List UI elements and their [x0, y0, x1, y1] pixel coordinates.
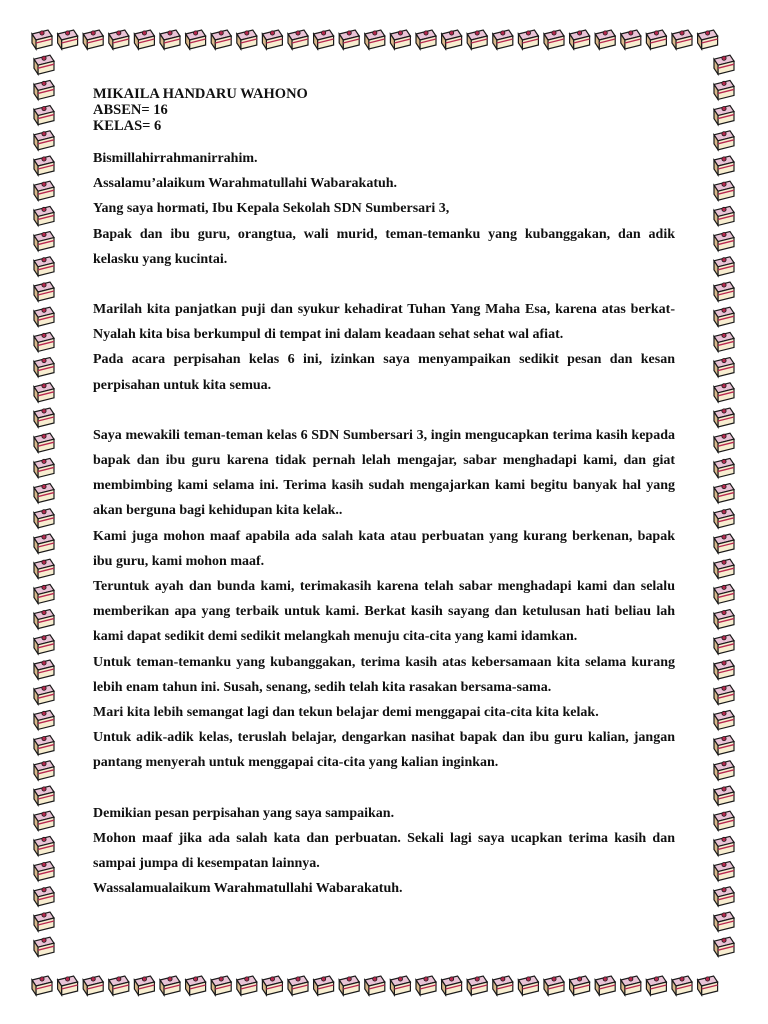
paragraph: Marilah kita panjatkan puji dan syukur kehadirat Tuhan Yang Maha Esa, karena atas berkat-Nyalah kita bisa berkumpul di tempat ini dalam keadaan sehat sehat wal afiat.: [93, 302, 675, 343]
letter-body: [93, 86, 675, 901]
cake-slice-icon: [714, 282, 734, 301]
student-header: [93, 86, 675, 134]
cake-slice-icon: [34, 887, 54, 906]
cake-slice-icon: [34, 836, 54, 855]
cake-slice-icon: [34, 358, 54, 377]
cake-slice-icon: [714, 332, 734, 351]
cake-slice-icon: [34, 786, 54, 805]
cake-slice-icon: [365, 30, 385, 49]
paragraph-gap: [93, 776, 675, 801]
cake-slice-icon: [646, 30, 666, 49]
cake-slice-icon: [714, 710, 734, 729]
cake-slice-icon: [714, 887, 734, 906]
cake-slice-icon: [58, 30, 78, 49]
cake-slice-icon: [34, 282, 54, 301]
cake-slice-icon: [570, 30, 590, 49]
cake-slice-icon: [714, 106, 734, 125]
cake-slice-icon: [714, 685, 734, 704]
cake-slice-icon: [34, 937, 54, 956]
cake-slice-icon: [83, 976, 103, 995]
paragraph: Mari kita lebih semangat lagi dan tekun belajar demi menggapai cita-cita kita kelak.: [93, 705, 599, 721]
cake-slice-icon: [621, 30, 641, 49]
cake-slice-icon: [544, 976, 564, 995]
cake-slice-icon: [34, 685, 54, 704]
cake-slice-icon: [714, 156, 734, 175]
cake-slice-icon: [34, 257, 54, 276]
cake-slice-icon: [442, 976, 462, 995]
cake-slice-icon: [34, 106, 54, 125]
cake-slice-icon: [339, 30, 359, 49]
cake-slice-icon: [34, 584, 54, 603]
cake-slice-icon: [34, 610, 54, 629]
cake-slice-icon: [34, 912, 54, 931]
cake-slice-icon: [390, 976, 410, 995]
cake-slice-icon: [714, 509, 734, 528]
cake-slice-icon: [714, 307, 734, 326]
paragraph-gap: [93, 272, 675, 297]
cake-slice-icon: [262, 30, 282, 49]
cake-slice-icon: [34, 131, 54, 150]
cake-slice-icon: [442, 30, 462, 49]
cake-slice-icon: [109, 976, 129, 995]
attendance-number: ABSEN= 16: [93, 102, 168, 118]
cake-slice-icon: [714, 736, 734, 755]
cake-slice-icon: [714, 257, 734, 276]
cake-slice-icon: [34, 181, 54, 200]
cake-slice-icon: [34, 761, 54, 780]
cake-slice-icon: [714, 484, 734, 503]
cake-slice-icon: [211, 976, 231, 995]
cake-slice-icon: [714, 80, 734, 99]
cake-slice-icon: [288, 30, 308, 49]
cake-slice-icon: [34, 635, 54, 654]
cake-slice-icon: [467, 30, 487, 49]
cake-slice-icon: [34, 811, 54, 830]
cake-slice-icon: [595, 30, 615, 49]
paragraph: Kami juga mohon maaf apabila ada salah kata atau perbuatan yang kurang berkenan, bapak ibu guru, kami mohon maaf.: [93, 528, 675, 569]
cake-slice-icon: [34, 710, 54, 729]
cake-slice-icon: [34, 559, 54, 578]
cake-slice-icon: [714, 408, 734, 427]
cake-slice-icon: [34, 862, 54, 881]
paragraph: Bismillahirrahmanirrahim.: [93, 151, 258, 166]
cake-slice-icon: [714, 761, 734, 780]
cake-slice-icon: [34, 307, 54, 326]
paragraph: Pada acara perpisahan kelas 6 ini, izinkan saya menyampaikan sedikit pesan dan kesan perpisahan untuk kita semua.: [93, 352, 675, 393]
paragraph: Saya mewakili teman-teman kelas 6 SDN Sumbersari 3, ingin mengucapkan terima kasih kepada bapak dan ibu guru karena tidak pernah lelah mengajar, sabar menghadapi kami, dan giat membimbing kami selama ini. Terima kasih sudah mengajarkan kami begitu banyak hal yang akan berguna bagi kehidupan kita kelak..: [93, 427, 675, 519]
cake-slice-icon: [365, 976, 385, 995]
cake-slice-icon: [314, 976, 334, 995]
cake-slice-icon: [493, 30, 513, 49]
cake-slice-icon: [186, 976, 206, 995]
cake-slice-icon: [186, 30, 206, 49]
cake-slice-icon: [672, 976, 692, 995]
cake-slice-icon: [237, 976, 257, 995]
cake-slice-icon: [83, 30, 103, 49]
cake-slice-icon: [339, 976, 359, 995]
cake-slice-icon: [570, 976, 590, 995]
cake-slice-icon: [493, 976, 513, 995]
paragraph: Untuk adik-adik kelas, teruslah belajar, dengarkan nasihat bapak dan ibu guru kalian, jangan pantang menyerah untuk menggapai cita-cita yang kalian inginkan.: [93, 730, 675, 771]
cake-slice-icon: [34, 80, 54, 99]
cake-slice-icon: [34, 55, 54, 74]
cake-slice-icon: [518, 30, 538, 49]
cake-slice-icon: [714, 206, 734, 225]
cake-slice-icon: [714, 55, 734, 74]
cake-slice-icon: [714, 232, 734, 251]
cake-slice-icon: [698, 30, 718, 49]
cake-slice-icon: [714, 811, 734, 830]
cake-slice-icon: [714, 383, 734, 402]
cake-slice-icon: [134, 30, 154, 49]
cake-slice-icon: [714, 862, 734, 881]
cake-slice-icon: [621, 976, 641, 995]
cake-slice-icon: [237, 30, 257, 49]
cake-slice-icon: [134, 976, 154, 995]
cake-slice-icon: [467, 976, 487, 995]
speech-text: [93, 146, 675, 901]
paragraph: Demikian pesan perpisahan yang saya sampaikan.: [93, 805, 395, 821]
paragraph: Untuk teman-temanku yang kubanggakan, terima kasih atas kebersamaan kita selama kurang lebih enam tahun ini. Susah, senang, sedih telah kita rasakan bersama-sama.: [93, 654, 675, 695]
cake-slice-icon: [714, 131, 734, 150]
cake-slice-icon: [109, 30, 129, 49]
cake-slice-icon: [34, 509, 54, 528]
cake-slice-icon: [714, 181, 734, 200]
cake-slice-icon: [714, 584, 734, 603]
cake-slice-icon: [34, 156, 54, 175]
paragraph: Wassalamualaikum Warahmatullahi Wabarakatuh.: [93, 881, 403, 897]
cake-slice-icon: [211, 30, 231, 49]
cake-slice-icon: [58, 976, 78, 995]
cake-slice-icon: [34, 660, 54, 679]
cake-slice-icon: [416, 976, 436, 995]
cake-slice-icon: [288, 976, 308, 995]
cake-slice-icon: [160, 30, 180, 49]
cake-slice-icon: [646, 976, 666, 995]
cake-slice-icon: [672, 30, 692, 49]
cake-slice-icon: [714, 836, 734, 855]
cake-slice-icon: [416, 30, 436, 49]
cake-slice-icon: [34, 232, 54, 251]
cake-slice-icon: [32, 30, 52, 49]
cake-slice-icon: [714, 433, 734, 452]
cake-slice-icon: [34, 736, 54, 755]
cake-slice-icon: [32, 976, 52, 995]
cake-slice-icon: [714, 610, 734, 629]
cake-slice-icon: [714, 635, 734, 654]
cake-slice-icon: [34, 484, 54, 503]
cake-slice-icon: [34, 332, 54, 351]
paragraph: Mohon maaf jika ada salah kata dan perbuatan. Sekali lagi saya ucapkan terima kasih dan sampai jumpa di kesempatan lainnya.: [93, 830, 675, 872]
paragraph: Yang saya hormati, Ibu Kepala Sekolah SDN Sumbersari 3,: [93, 201, 450, 217]
cake-slice-icon: [34, 458, 54, 477]
cake-slice-icon: [714, 912, 734, 931]
cake-slice-icon: [714, 786, 734, 805]
cake-slice-icon: [714, 559, 734, 578]
cake-slice-icon: [314, 30, 334, 49]
cake-slice-icon: [34, 534, 54, 553]
cake-slice-icon: [714, 660, 734, 679]
cake-slice-icon: [34, 433, 54, 452]
paragraph: Assalamu’alaikum Warahmatullahi Wabarakatuh.: [93, 176, 398, 192]
cake-slice-icon: [714, 937, 734, 956]
cake-slice-icon: [262, 976, 282, 995]
cake-slice-icon: [518, 976, 538, 995]
cake-slice-icon: [714, 458, 734, 477]
student-name: MIKAILA HANDARU WAHONO: [93, 86, 308, 102]
cake-slice-icon: [34, 383, 54, 402]
paragraph: Teruntuk ayah dan bunda kami, terimakasih karena telah sabar menghadapi kami dan selalu memberikan apa yang terbaik untuk kami. Berkat kasih sayang dan ketulusan hati beliau lah kami dapat sedikit demi sedikit melangkah menuju cita-cita yang kami idamkan.: [93, 579, 675, 645]
cake-slice-icon: [160, 976, 180, 995]
cake-slice-icon: [34, 206, 54, 225]
cake-slice-icon: [544, 30, 564, 49]
paragraph: Bapak dan ibu guru, orangtua, wali murid, teman-temanku yang kubanggakan, dan adik kelasku yang kucintai.: [93, 226, 675, 267]
cake-slice-icon: [390, 30, 410, 49]
cake-slice-icon: [34, 408, 54, 427]
cake-slice-icon: [714, 534, 734, 553]
cake-slice-icon: [595, 976, 615, 995]
class-label: KELAS= 6: [93, 118, 162, 134]
cake-slice-icon: [714, 358, 734, 377]
paragraph-gap: [93, 398, 675, 423]
cake-slice-icon: [698, 976, 718, 995]
